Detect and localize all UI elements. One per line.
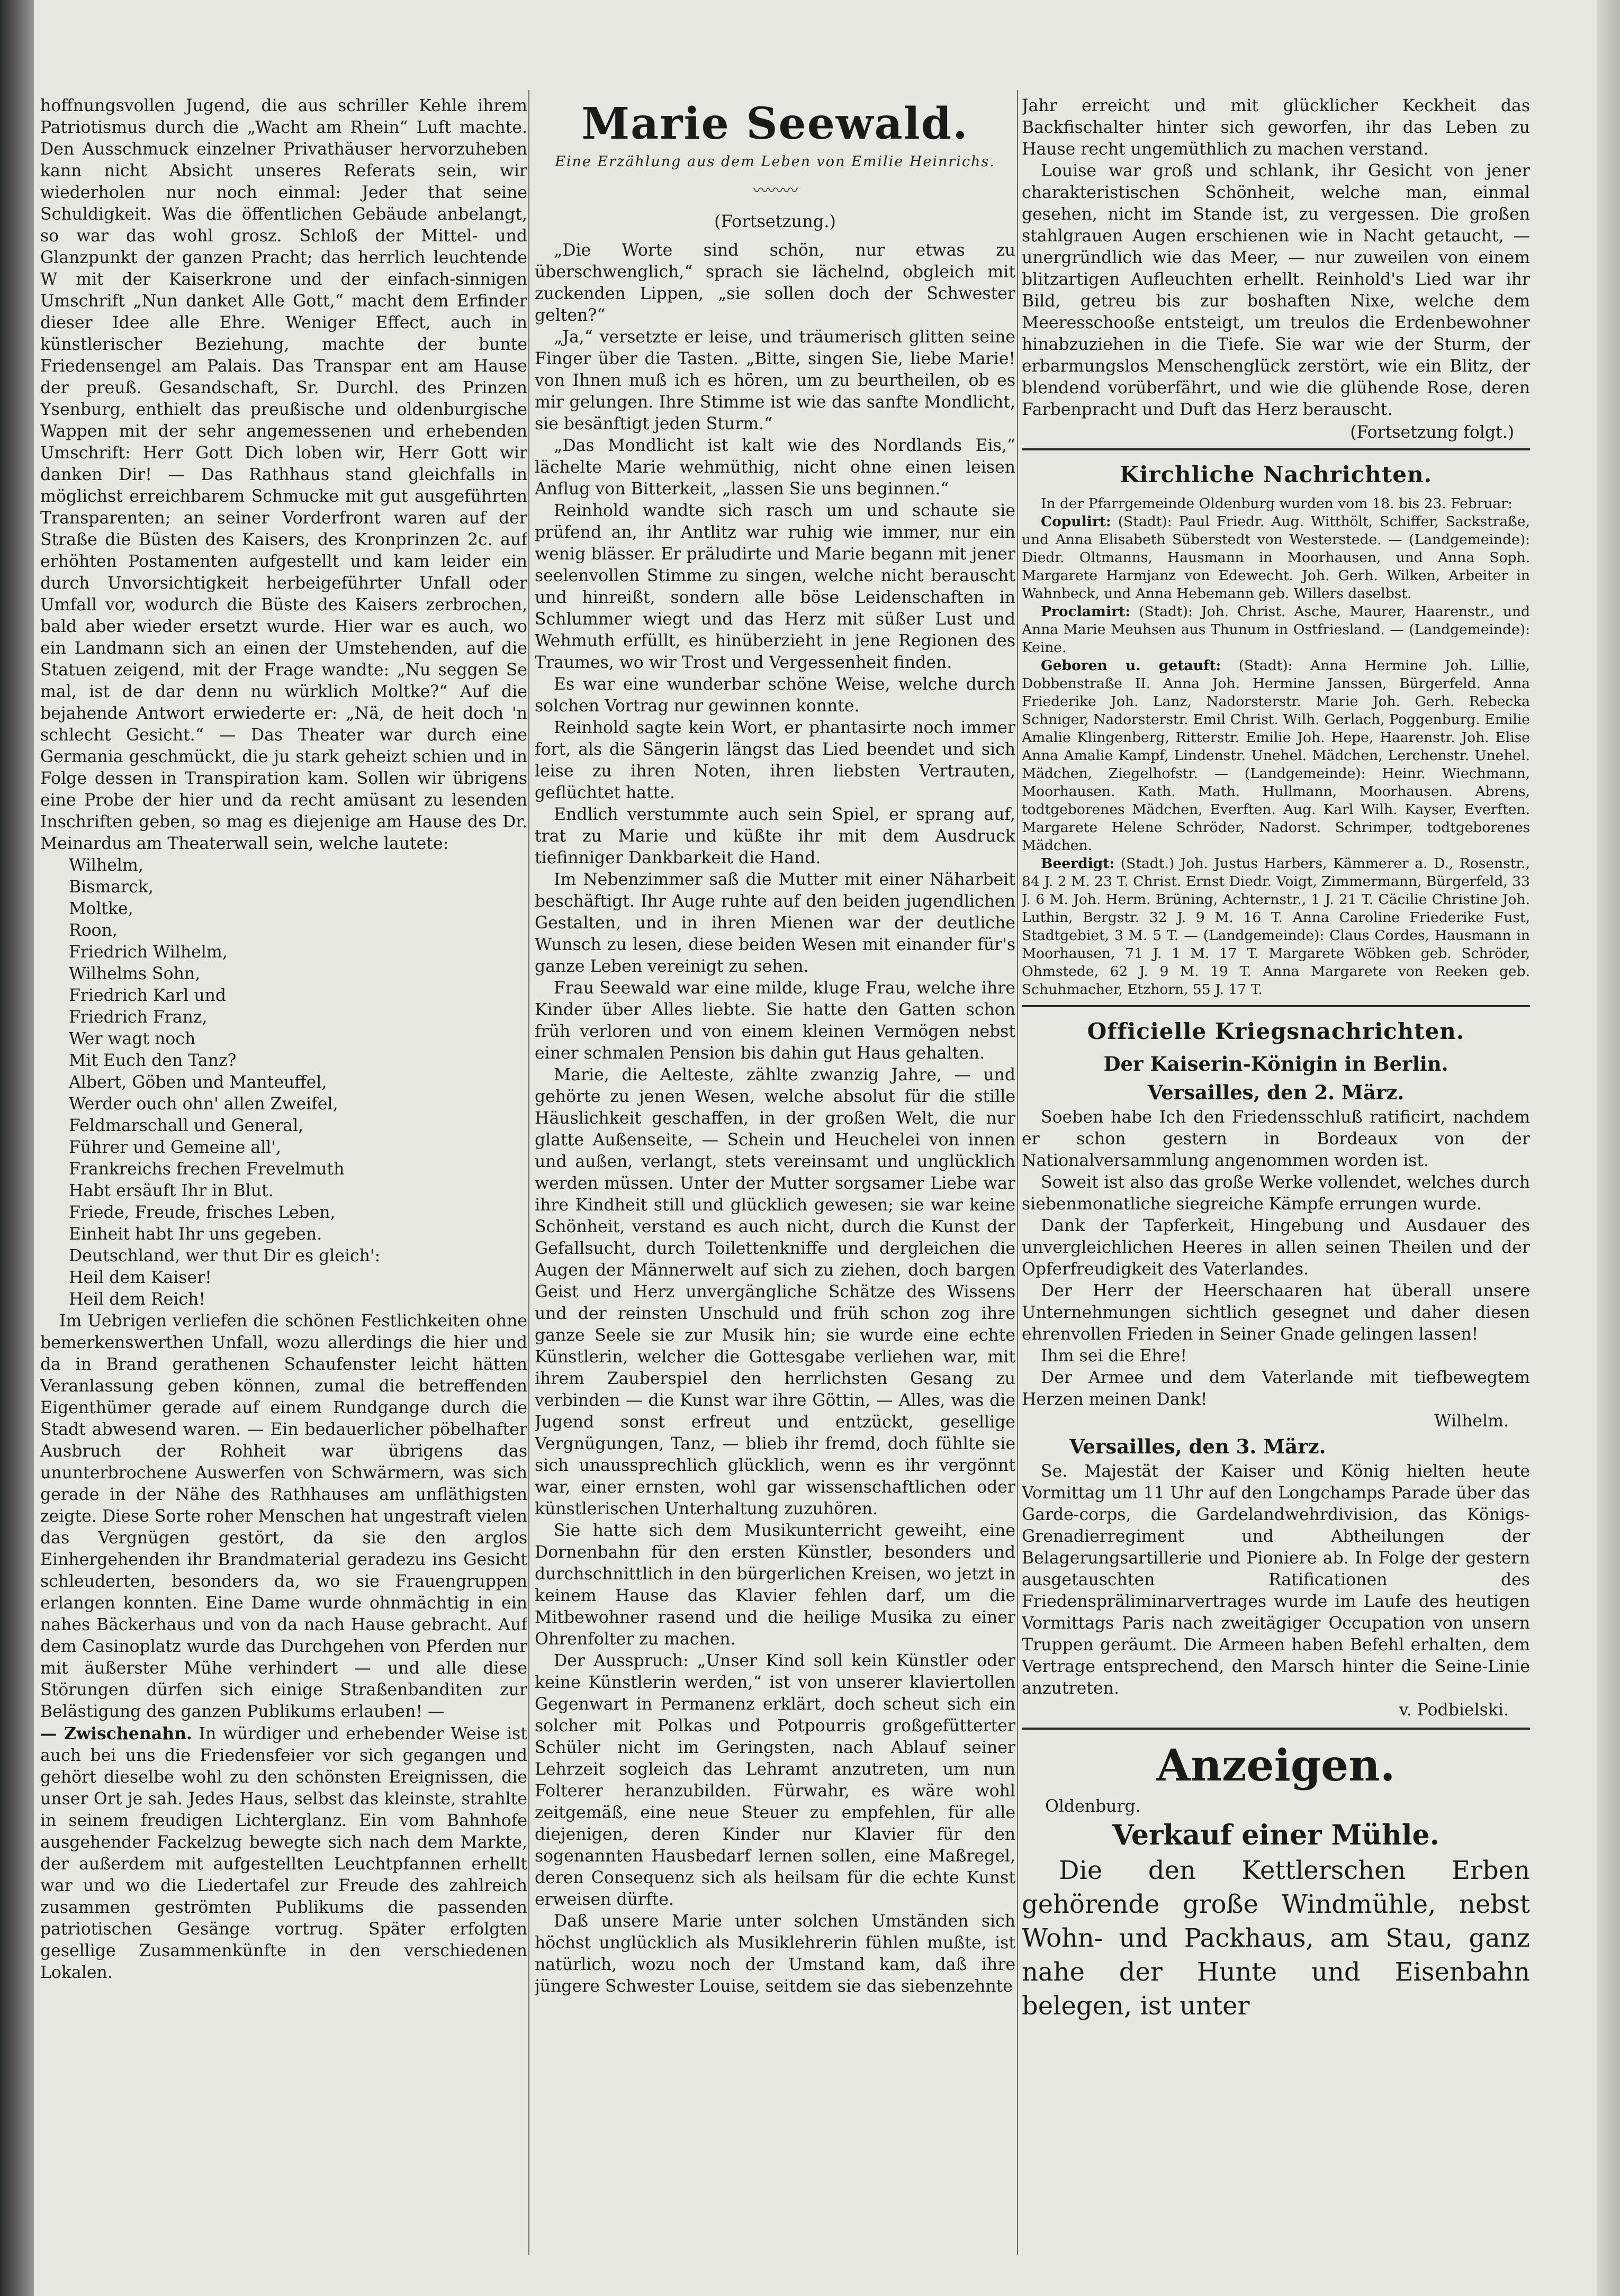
verse-line: Friedrich Karl und (69, 986, 227, 1005)
story-paragraph: „Das Mondlicht ist kalt wie des Nordlands Eis,“ lächelte Marie wehmüthig, nicht ohne einen leisen Anflug von Bitterkeit, „lassen Sie uns beginnen.“ (535, 436, 1015, 499)
war-news-dateline: Versailles, den 3. März. (1069, 1435, 1326, 1458)
signature-podbielski: v. Podbielski. (1399, 1701, 1509, 1720)
story-paragraph: Der Ausspruch: „Unser Kind soll kein Künstler oder keine Künstlerin werden,“ ist von unserer klaviertollen Gegenwart in Permanenz erklärt, doch scheut sich ein solcher mit Polkas und Potpourris großgefütterter Schüler nicht im Geringsten, nach Ablauf seiner Lehrzeit sogleich das Lehramt anzutreten, um nun Folterer heranzubilden. Fürwahr, es wäre wohl zeitgemäß, eine neue Steuer zu empfehlen, für alle diejenigen, deren Kinder nur Klavier für den sogenannten Hausbedarf lernen sollen, eine Maßregel, deren Consequenz sich als heilsam für die echte Kunst erweisen dürfte. (535, 1651, 1015, 1909)
story-paragraph: Louise war groß und schlank, ihr Gesicht von jener charakteristischen Schönheit, welche man, einmal gesehen, nicht im Stande ist, zu vergessen. Die großen stahlgrauen Augen erschienen wie in Nacht getaucht, — unergründlich wie das Meer, — nur zuweilen von einem blitzartigen Aufleuchten erhellt. Reinhold's Lied war ihr Bild, getreu bis zur boshaften Nixe, welche dem Meeresschooße entsteigt, um treulos die Erdenbewohner hinabzuziehen in die Tiefe. Sie war wie der Sturm, der erbarmungslos Menschenglück zerstört, wie ein Blitz, der blendend vorüberfährt, und wie die glühende Rose, deren Farbenpracht und Duft das Herz berauscht. (1022, 161, 1530, 419)
verse-line: Heil dem Kaiser! (69, 1268, 212, 1287)
entry-text: (Stadt): Joh. Christ. Asche, Maurer, Haarenstr., und Anna Marie Meuhsen aus Thunum in Ostfriesland. — (Landgemeinde): Keine. (1022, 603, 1530, 656)
article-paragraph: Im Uebrigen verliefen die schönen Festlichkeiten ohne bemerkenswerthen Unfall, wozu allerdings die hier und da in Brand gerathenen Schaufenster leicht hätten Veranlassung geben können, zumal die betreffenden Eigenthümer gerade auf einem Rundgange durch die Stadt abwesend waren. — Ein bedauerlicher pöbelhafter Ausbruch der Rohheit war übrigens das ununterbrochene Auswerfen von Schwärmern, was sich gerade in der Nähe des Rathhauses am unfläthigsten zeigte. Diese Sorte roher Menschen hat ungestraft vielen das Vergnügen gestört, da sie den arglos Einhergehenden ihr Brandmaterial geradezu ins Gesicht schleuderten, besonders da, wo sie Frauengruppen erlangen konnten. Eine Dame wurde ohnmächtig in ein nahes Bäckerhaus und von da nach Hause gebracht. Auf dem Casinoplatz wurde das Durchgehen von Pferden nur mit äußerster Mühe verhindert — und alle diese Störungen dürfen sich einige Straßenbanditen zur Belästigung des ganzen Publikums erlauben! — (40, 1312, 527, 1721)
verse-line: Friedrich Franz, (69, 1008, 208, 1027)
inscription-verse (69, 855, 527, 1310)
church-entry (1022, 603, 1530, 657)
verse-line: Wilhelm, (69, 856, 143, 875)
verse-line: Mit Euch den Tanz? (69, 1051, 237, 1070)
church-entry (1022, 513, 1530, 603)
entry-text: (Stadt.) Joh. Justus Harbers, Kämmerer a. D., Rosenstr., 84 J. 2 M. 23 T. Christ. Ernst Diedr. Voigt, Zimmermann, Bürgerfeld, 33 J. 6 M. Joh. Herm. Brüning, Achternstr., 1 J. 21 T. Cäcilie Christine Joh. Luthin, Bergstr. 32 J. 9 M. 16 T. Anna Caroline Friederike Fust, Stadtgebiet, 3 M. 5 T. — (Landgemeinde): Claus Cordes, Hausmann in Moorhausen, 71 J. 1 M. 17 T. Margarete Wöbken geb. Schröder, Ohmstede, 62 J. 9 M. 19 T. Anna Margarete von Reeken geb. Schuhmacher, Etzhorn, 55 J. 17 T. (1022, 855, 1530, 998)
story-paragraph: Reinhold wandte sich rasch um und schaute sie prüfend an, ihr Antlitz war ruhig wie immer, nur ein wenig blässer. Er präludirte und Marie begann mit jener seelenvollen Stimme zu singen, welche nicht berauscht und hinreißt, sondern alle böse Leidenschaften in Schlummer wiegt und das Herz mit süßer Lust und Wehmuth erfüllt, es hinüberzieht in jene Regionen des Traumes, wo wir Trost und Vergessenheit finden. (535, 501, 1015, 672)
church-entry (1022, 855, 1530, 999)
column-left (40, 95, 527, 1984)
verse-line: Wer wagt noch (69, 1029, 196, 1048)
story-paragraph: Endlich verstummte auch sein Spiel, er sprang auf, trat zu Marie und küßte ihr mit dem Ausdruck tiefinniger Dankbarkeit die Hand. (535, 805, 1015, 867)
story-title: Marie Seewald. (581, 98, 969, 149)
verse-line: Feldmarschall und General, (69, 1116, 304, 1135)
verse-line: Albert, Göben und Manteuffel, (69, 1073, 327, 1092)
war-paragraph: Der Herr der Heerschaaren hat überall unsere Unternehmungen sichtlich gesegnet und daher diesen ehrenvollen Frieden in Seiner Gnade gelingen lassen! (1022, 1281, 1530, 1344)
ads-heading: Anzeigen. (1156, 1740, 1396, 1791)
story-paragraph: Sie hatte sich dem Musikunterricht geweiht, eine Dornenbahn für den ersten Künstler, besonders und durchschnittlich in den bürgerlichen Kreisen, wo jetzt in keinem Hause das Klavier fehlen darf, um die Mitbewohner rasend und die heilige Musika zu einer Ohrenfolter zu machen. (535, 1521, 1015, 1649)
section-rule (1022, 448, 1530, 450)
church-news (1022, 495, 1530, 999)
column-rule (528, 90, 529, 2255)
verse-line: Heil dem Reich! (69, 1290, 205, 1309)
article-text: In würdiger und erhebender Weise ist auch bei uns die Friedensfeier vor sich gegangen und gehört dieselbe wohl zu den schönsten Ereignissen, die unser Ort je sah. Jedes Haus, selbst das kleinste, strahlte in seinem freudigen Lichterglanz. Ein vom Bahnhofe ausgehender Fackelzug bewegte sich nach dem Markte, der außerdem mit aufgestellten Leuchtpfannen erhellt war und wo die Liedertafel zur Freude des zahlreich zusammen geströmten Publikums die passenden patriotischen Gesänge vortrug. Später erfolgten gesellige Zusammenkünfte in den verschiedenen Lokalen. (40, 1724, 527, 1982)
story-paragraph: Daß unsere Marie unter solchen Umständen sich höchst unglücklich als Musiklehrerin fühlen mußte, ist natürlich, wozu noch der Umstand kam, daß ihre jüngere Schwester Louise, seitdem sie das siebenzehnte (535, 1912, 1015, 1996)
entry-text: (Stadt): Anna Hermine Joh. Lillie, Dobbenstraße II. Anna Joh. Hermine Janssen, Bürgerfeld. Anna Friederike Joh. Lanz, Nadorsterstr. Marie Joh. Gerh. Rebecka Schniger, Nadorsterstr. Emil Christ. Wilh. Gerlach, Poggenburg. Emilie Amalie Klingenberg, Ritterstr. Emilie Joh. Hepe, Haarenstr. Joh. Elise Anna Amalie Kampf, Lindenstr. Unehel. Mädchen, Lerchenstr. Unehel. Mädchen, Ziegelhofstr. — (Landgemeinde): Heinr. Wiechmann, Moorhausen. Kath. Math. Hullmann, Moorhausen. Abrens, todtgeborenes Mädchen, Everften. Aug. Karl Wilh. Kayser, Everften. Margarete Helene Schröder, Nadorst. Schrimper, todtgeborenes Mädchen. (1022, 657, 1530, 854)
verse-line: Friedrich Wilhelm, (69, 943, 228, 962)
entry-label: Proclamirt: (1041, 603, 1131, 620)
verse-line: Moltke, (69, 899, 133, 918)
war-paragraph: Soweit ist also das große Werke vollendet, welches durch siebenmonatliche siegreiche Kämpfe errungen wurde. (1022, 1173, 1530, 1214)
column-middle (535, 95, 1015, 1997)
page-edge (1597, 0, 1620, 2296)
verse-line: Führer und Gemeine all', (69, 1138, 281, 1157)
war-news-subheading: Der Kaiserin-Königin in Berlin. (1103, 1052, 1448, 1075)
story-paragraph: „Ja,“ versetzte er leise, und träumerisch glitten seine Finger über die Tasten. „Bitte, singen Sie, liebe Marie! von Ihnen muß ich es hören, um zu beurtheilen, ob es mir gelungen. Ihre Stimme ist wie das sanfte Mondlicht, sie besänftigt jeden Sturm.“ (535, 328, 1015, 433)
story-paragraph: Im Nebenzimmer saß die Mutter mit einer Näharbeit beschäftigt. Ihr Auge ruhte auf den beiden jugendlichen Gestalten, und in ihren Mienen war der deutliche Wunsch zu lesen, diese beiden Wesen mit einander für's ganze Leben vereinigt zu sehen. (535, 870, 1015, 976)
verse-line: Habt ersäuft Ihr in Blut. (69, 1181, 274, 1200)
entry-label: Geboren u. getauft: (1041, 657, 1221, 674)
war-paragraph: Dank der Tapferkeit, Hingebung und Ausdauer des unvergleichlichen Heeres in allen seinen Theilen und der Opferfreudigkeit des Vaterlandes. (1022, 1216, 1530, 1279)
story-paragraph: Jahr erreicht und mit glücklicher Keckheit das Backfischalter hinter sich geworfen, ihr das Leben zu Hause recht ungemüthlich zu machen verstand. (1022, 96, 1530, 159)
newspaper-page (34, 0, 1597, 2296)
to-be-continued: (Fortsetzung folgt.) (1350, 423, 1514, 442)
story-paragraph: Es war eine wunderbar schöne Weise, welche durch solchen Vortrag nur gewinnen konnte. (535, 675, 1015, 716)
verse-line: Einheit habt Ihr uns gegeben. (69, 1225, 322, 1244)
war-news-dateline: Versailles, den 2. März. (1147, 1081, 1405, 1104)
column-right (1022, 95, 1530, 2023)
verse-line: Roon, (69, 921, 118, 940)
war-paragraph: Der Armee und dem Vaterlande mit tiefbewegtem Herzen meinen Dank! (1022, 1368, 1530, 1409)
entry-label: Copulirt: (1041, 513, 1111, 530)
verse-line: Bismarck, (69, 878, 154, 897)
signature-wilhelm: Wilhelm. (1434, 1412, 1509, 1431)
war-news-heading: Officielle Kriegsnachrichten. (1087, 1018, 1465, 1044)
war-paragraph: Se. Majestät der Kaiser und König hielten heute Vormittag um 11 Uhr auf den Longchamps Parade über das Garde-corps, die Gardelandwehrdivision, das Königs-Grenadierregiment und Abtheilungen der Belagerungsartillerie und Pioniere ab. In Folge der gestern ausgetauschten Ratificationen des Friedenspräliminarvertrages wurde im Laufe des heutigen Vormittags Paris nach zweitägiger Occupation von unsern Truppen geräumt. Die Armeen haben Befehl erhalten, dem Vertrage entsprechend, den Marsch hinter die Seine-Linie anzutreten. (1022, 1462, 1530, 1698)
church-news-heading: Kirchliche Nachrichten. (1119, 462, 1433, 487)
verse-line: Friede, Freude, frisches Leben, (69, 1203, 336, 1222)
section-rule (1022, 1005, 1530, 1007)
war-paragraph: Soeben habe Ich den Friedensschluß ratificirt, nachdem er schon gestern in Bordeaux von der Nationalversammlung angenommen worden ist. (1022, 1108, 1530, 1170)
ornament-divider: 〰〰〰 (753, 182, 797, 200)
book-binding-shadow (0, 0, 34, 2296)
column-rule (1017, 90, 1018, 2255)
verse-line: Frankreichs frechen Frevelmuth (69, 1160, 345, 1179)
church-entry (1022, 657, 1530, 855)
ad-place: Oldenburg. (1045, 1797, 1141, 1816)
article-paragraph: hoffnungsvollen Jugend, die aus schriller Kehle ihrem Patriotismus durch die „Wacht am Rhein“ Luft machte. Den Ausschmuck einzelner Privathäuser hervorzuheben kann nicht Absicht unseres Referats sein, wir wiederholen nur noch einmal: Jeder that seine Schuldigkeit. Was die öffentlichen Gebäude anbelangt, so war das wohl grosz. Schloß der Mittel- und Glanzpunkt der ganzen Pracht; das herrlich leuchtende W mit der Kaiserkrone und der einfach-sinnigen Umschrift „Nun danket Alle Gott,“ macht dem Erfinder dieser Idee alle Ehre. Weniger Effect, auch in künstlerischer Beziehung, machte der bunte Friedensengel am Palais. Das Transpar ent am Hause der preuß. Gesandschaft, Sr. Durchl. des Prinzen Ysenburg, enthielt das preußische und oldenburgische Wappen mit der sehr angemessenen und erhebenden Umschrift: Herr Gott Dich loben wir, Herr Gott wir danken Dir! — Das Rathhaus stand gleichfalls in möglichst erreichbarem Schmucke mit gut ausgeführten Transparenten; an seiner Vorderfront waren auf der Straße die Büsten des Kaisers, des Kronprinzen 2c. auf erhöhten Postamenten aufgestellt und kam leider ein durch Unvorsichtigkeit herbeigeführter Unfall oder Umfall vor, wodurch die Büste des Kaisers zerbrochen, bald aber wieder ersetzt wurde. Hier war es auch, wo ein Landmann sich an einen der Umstehenden, auf die Statuen zeigend, mit der Frage wandte: „Nu seggen Se mal, ist de dar denn nu würklich Moltke?“ Auf die bejahende Antwort erwiederte er: „Nä, de heit doch 'n schlecht Gesicht.“ — Das Theater war durch eine Germania geschmückt, die ju stark geheizt schien und in Folge dessen in Transpiration kam. Sollen wir übrigens eine Probe der hier und da recht amüsant zu lesenden Inschriften geben, so mag es diejenige am Hause des Dr. Meinardus am Theaterwall sein, welche lautete: (40, 96, 527, 853)
church-intro: In der Pfarrgemeinde Oldenburg wurden vom 18. bis 23. Februar: (1041, 495, 1513, 512)
article-paragraph (40, 1723, 527, 1984)
story-byline: Eine Erzählung aus dem Leben von Emilie Heinrichs. (555, 153, 995, 170)
verse-line: Deutschland, wer thut Dir es gleich': (69, 1246, 381, 1265)
war-paragraph: Ihm sei die Ehre! (1041, 1346, 1187, 1366)
entry-text: (Stadt): Paul Friedr. Aug. Witthölt, Schiffer, Sackstraße, und Anna Elisabeth Süberstedt von Westerstede. — (Landgemeinde): Diedr. Oltmanns, Hausmann in Moorhausen, und Anna Soph. Margarete Harmjanz von Edewecht. Joh. Gerh. Wilken, Arbeiter in Wahnbeck, und Anna Hebemann geb. Willers daselbst. (1022, 513, 1530, 602)
ad-title: Verkauf einer Mühle. (1112, 1819, 1439, 1851)
verse-line: Werder ouch ohn' allen Zweifel, (69, 1095, 338, 1114)
story-paragraph: Reinhold sagte kein Wort, er phantasirte noch immer fort, als die Sängerin längst das Lied beendet und sich leise zu ihren Noten, ihren liebsten Vertrauten, geflüchtet hatte. (535, 718, 1015, 802)
story-paragraph: Frau Seewald war eine milde, kluge Frau, welche ihre Kinder über Alles liebte. Sie hatte den Gatten schon früh verloren und von einem kleinen Vermögen nebst einer schmalen Pension bis dahin gut Haus gehalten. (535, 979, 1015, 1063)
continuation-note: (Fortsetzung.) (714, 211, 836, 231)
verse-line: Wilhelms Sohn, (69, 964, 201, 983)
section-rule (1022, 1728, 1530, 1730)
ad-body: Die den Kettlerschen Erben gehörende große Windmühle, nebst Wohn- und Packhaus, am Stau, ganz nahe der Hunte und Eisenbahn belegen, ist unter (1022, 1856, 1530, 2021)
story-paragraph: „Die Worte sind schön, nur etwas zu überschwenglich,“ sprach sie lächelnd, obgleich mit zuckenden Lippen, „sie sollen doch der Schwester gelten?“ (535, 241, 1015, 325)
dateline-zwischenahn: — Zwischenahn. (40, 1724, 193, 1743)
story-paragraph: Marie, die Aelteste, zählte zwanzig Jahre, — und gehörte zu jenen Wesen, welche absolut für die stille Häuslichkeit geschaffen, in der großen Welt, die nur glatte Außenseite, — Schein und Heuchelei von innen und außen, verlangt, stets vereinsamt und unglücklich werden müssen. Unter der Mutter sorgsamer Liebe war ihre Kindheit still und glücklich gewesen; sie war keine Schönheit, verstand es auch nicht, durch die Kunst der Gefallsucht, durch Toilettenkniffe und dergleichen die Augen der Männerwelt auf sich zu ziehen, doch bargen Geist und Herz unvergängliche Schätze des Wissens und der reinsten Unschuld und früh schon zog ihre ganze Seele sie zur Musik hin; sie wurde eine echte Künstlerin, welcher die Gottesgabe verliehen war, mit ihrem Zauberspiel den herrlichsten Gesang zu verbinden — die Kunst war ihre Göttin, — Alles, was die Jugend sonst erfreut und entzückt, gesellige Vergnügungen, Tanz, — blieb ihr fremd, doch fühlte sie sich unaussprechlich glücklich, wenn es ihr vergönnt war, einer ernsten, wohl gar wissenschaftlichen oder künstlerischen Unterhaltung zuzuhören. (535, 1065, 1015, 1518)
entry-label: Beerdigt: (1041, 855, 1115, 872)
